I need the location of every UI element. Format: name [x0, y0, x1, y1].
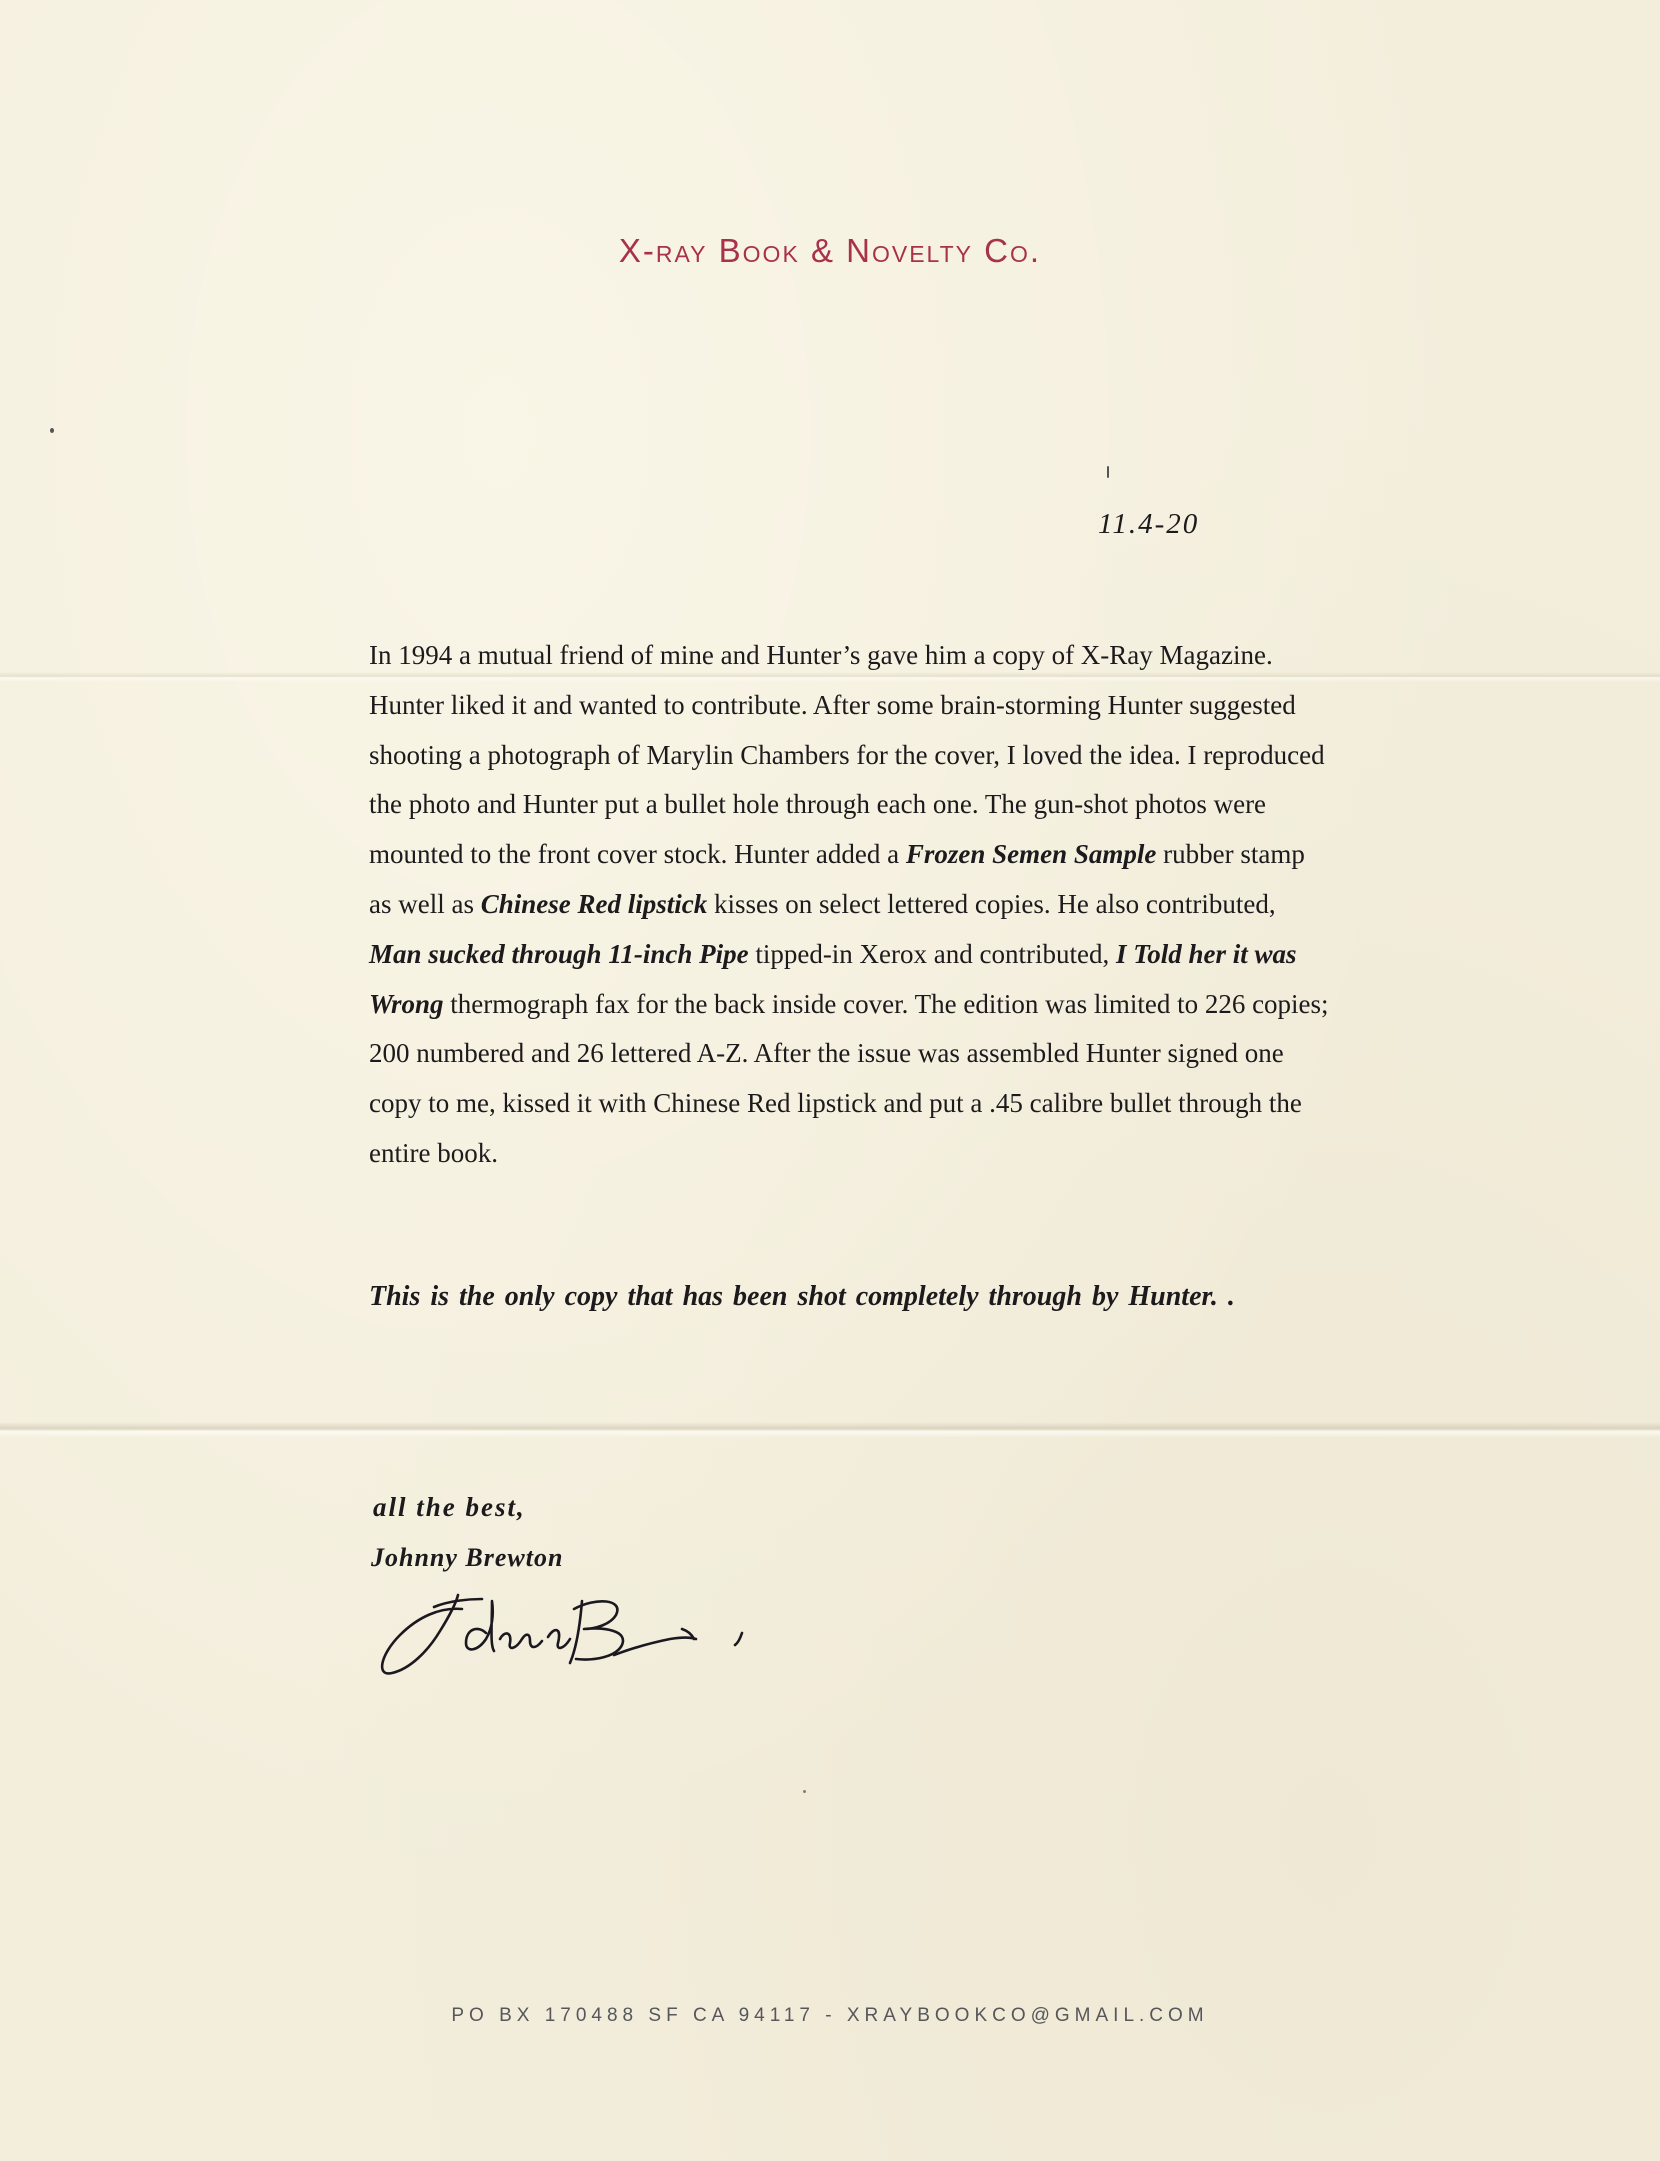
paper-speck — [803, 1790, 806, 1793]
valediction: all the best, — [373, 1492, 526, 1522]
body-emphasis-i-told-her-it-was-wrong: I Told her it was Wrong — [369, 938, 1297, 1019]
body-text-segment: rubber stamp as well as — [369, 839, 1305, 919]
letterhead-company-name: X-ray Book & Novelty Co. — [618, 232, 1042, 269]
signer-name: Johnny Brewton — [371, 1543, 564, 1572]
letter-date: 11.4-20 — [1098, 508, 1200, 540]
handwritten-signature — [370, 1555, 770, 1685]
footer-address: PO BX 170488 SF CA 94117 - XRAYBOOKCO@GMAIL.COM — [451, 2005, 1209, 2026]
body-emphasis-chinese-red-lipstick: Chinese Red lipstick — [480, 888, 708, 919]
closing-statement: This is the only copy that has been shot completely through by Hunter. . — [369, 1281, 1235, 1312]
paper-speck — [50, 428, 54, 433]
body-text-segment: tipped-in Xerox and contributed, — [748, 938, 1116, 969]
body-emphasis-man-sucked-through-pipe: Man sucked through 11-inch Pipe — [369, 938, 749, 969]
body-text-segment: thermograph fax for the back inside cover. The edition was limited to 226 copies; 200 numbered and 26 lettered A-Z. After the issue was assembled Hunter signed one copy to me, kissed it with Chinese Red lipstick and put a .45 calibre bullet through the entire book. — [369, 988, 1329, 1168]
letter-body-paragraph — [369, 631, 1329, 1179]
body-text-segment: kisses on select lettered copies. He also contributed, — [707, 888, 1276, 919]
body-emphasis-frozen-semen-sample: Frozen Semen Sample — [905, 839, 1157, 870]
paper-fold-lower — [0, 1422, 1660, 1438]
paper-speck — [1107, 466, 1109, 478]
body-text-segment: In 1994 a mutual friend of mine and Hunter’s gave him a copy of X-Ray Magazine. Hunter liked it and wanted to contribute. After some brain-storming Hunter suggested shooting a photograph of Marylin Chambers for the cover, I loved the idea. I reproduced the photo and Hunter put a bullet hole through each one. The gun-shot photos were mounted to the front cover stock. Hunter added a — [369, 640, 1325, 870]
